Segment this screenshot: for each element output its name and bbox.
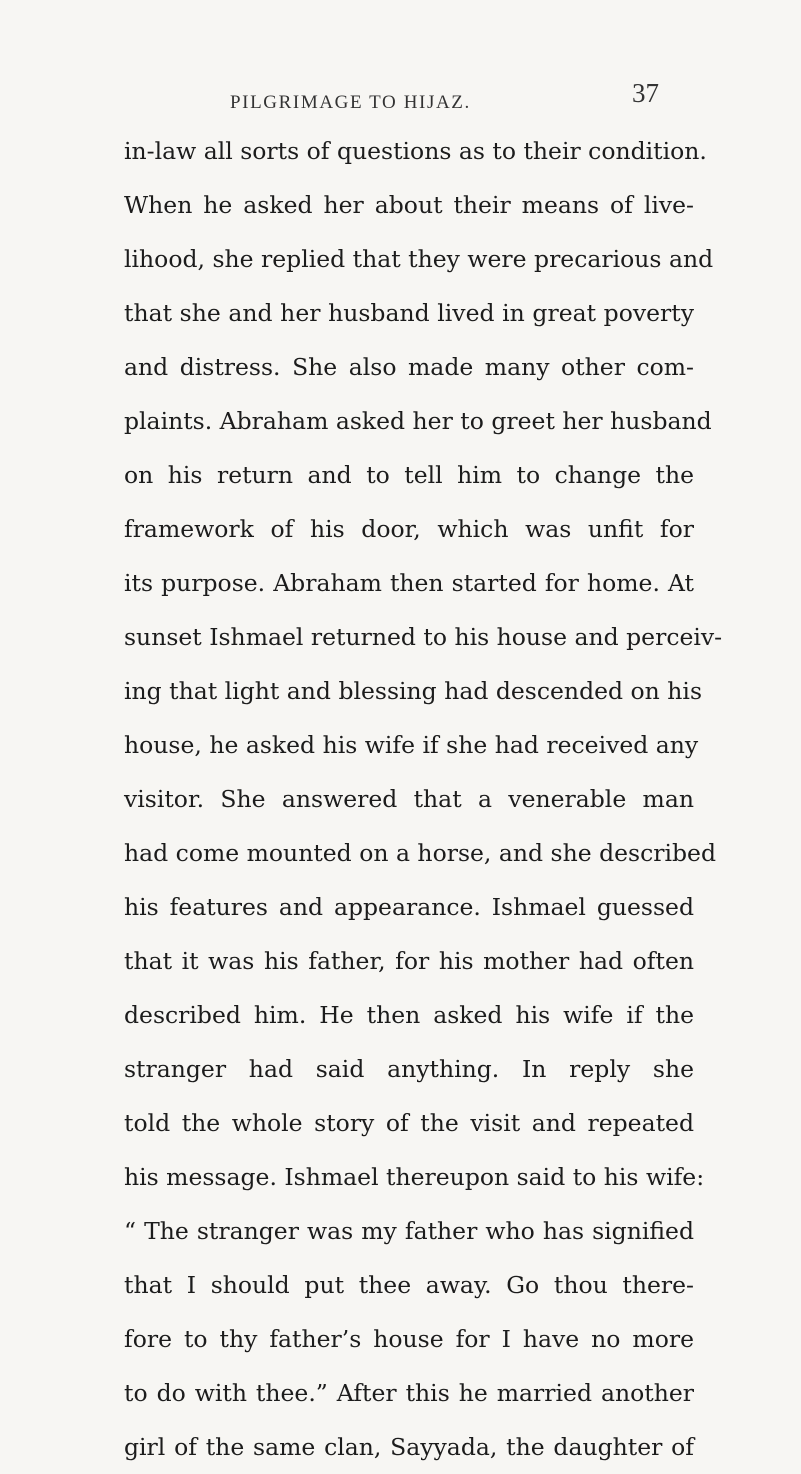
text-line: fore to thy father’s house for I have no more [124,1325,694,1353]
text-line: and distress. She also made many other com- [124,353,694,381]
text-line: described him. He then asked his wife if the [124,1001,694,1029]
text-line: lihood, she replied that they were precarious and [124,245,714,273]
text-line: visitor. She answered that a venerable man [124,785,694,813]
text-line: had come mounted on a horse, and she described [124,839,716,867]
text-line: stranger had said anything. In reply she [124,1055,694,1083]
text-line: When he asked her about their means of live- [124,191,694,219]
text-line: girl of the same clan, Sayyada, the daughter of [124,1433,694,1461]
text-line: to do with thee.” After this he married another [124,1379,694,1407]
text-line: ing that light and blessing had descended on his [124,677,702,705]
text-line: plaints. Abraham asked her to greet her husband [124,407,712,435]
text-line: that she and her husband lived in great poverty [124,299,694,327]
text-line: house, he asked his wife if she had received any [124,731,699,759]
text-line: his message. Ishmael thereupon said to his wife: [124,1163,705,1191]
running-head [0,78,801,118]
body-text [124,124,723,1474]
text-line: its purpose. Abraham then started for home. At [124,569,694,597]
running-title: PILGRIMAGE TO HIJAZ. [230,92,471,113]
text-line: “ The stranger was my father who has signified [124,1217,694,1245]
text-line: on his return and to tell him to change the [124,461,694,489]
text-line: that it was his father, for his mother had often [124,947,694,975]
text-line: that I should put thee away. Go thou there- [124,1271,694,1299]
text-line: in-law all sorts of questions as to their condition. [124,137,707,165]
text-line: sunset Ishmael returned to his house and perceiv- [124,623,723,651]
text-line: told the whole story of the visit and repeated [124,1109,694,1137]
page-number: 37 [632,78,659,108]
text-line: framework of his door, which was unfit for [124,515,694,543]
text-line: his features and appearance. Ishmael guessed [124,893,694,921]
